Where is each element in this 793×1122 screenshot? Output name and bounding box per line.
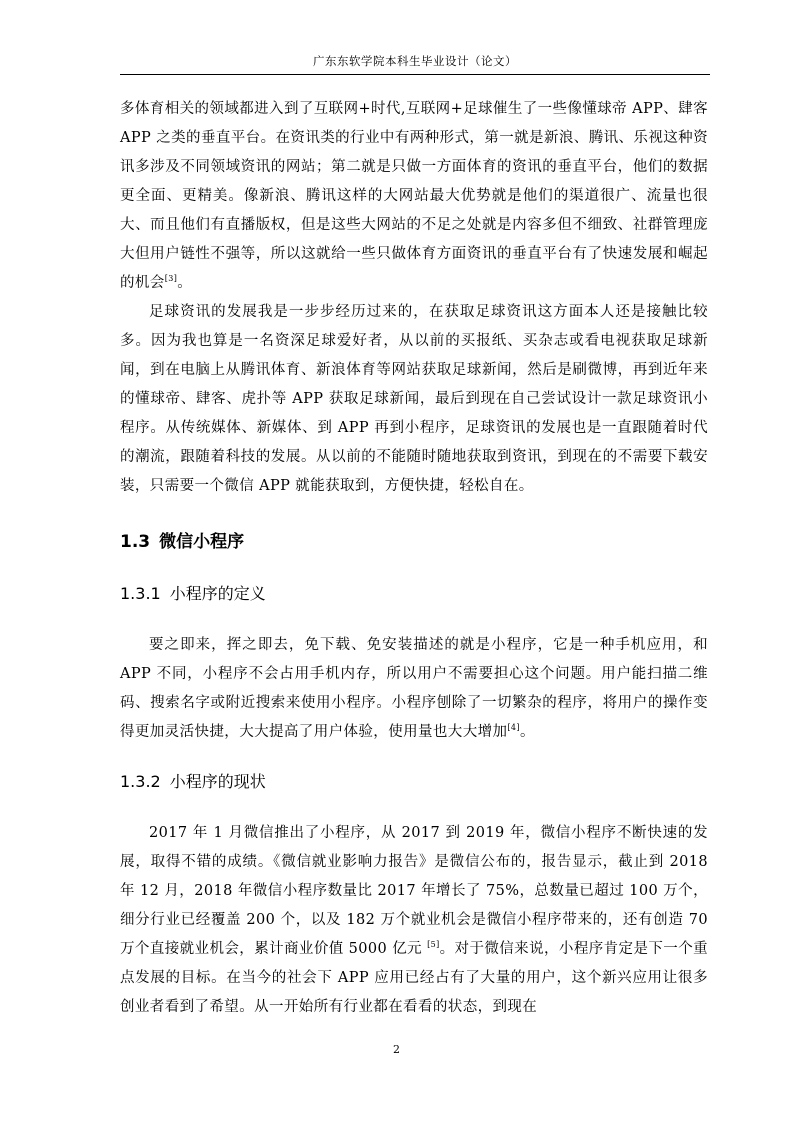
- page-body: [120, 95, 708, 1022]
- paragraph-text: 要之即来，挥之即去，免下载、免安装描述的就是小程序，它是一种手机应用，和 APP 不同，小程序不会占用手机内存，所以用户不需要担心这个问题。用户能扫描二维码、搜索名字或附近搜索来使用小程序。小程序刨除了一切繁杂的程序，将用户的操作变得更加灵活快捷，大大提高了用户体验，使用量也大大增加: [120, 637, 708, 740]
- subsection-title: 小程序的现状: [169, 772, 266, 791]
- page-number: 2: [393, 1043, 400, 1056]
- paragraph-text: 多体育相关的领域都进入到了互联网+时代,互联网+足球催生了一些像懂球帝 APP、肆客 APP 之类的垂直平台。在资讯类的行业中有两种形式，第一就是新浪、腾讯、乐视这种资讯多涉及不同领域资讯的网站；第二就是只做一方面体育的资讯的垂直平台，他们的数据更全面、更精美。像新浪、腾讯这样的大网站最大优势就是他们的渠道很广、流量也很大、而且他们有直播版权，但是这些大网站的不足之处就是内容多但不细致、社群管理庞大但用户链性不强等，所以这就给一些只做体育方面资讯的垂直平台有了快速发展和崛起的机会: [120, 101, 708, 291]
- subsection-heading-1-3-2: [120, 771, 708, 793]
- subsection-number: 1.3.1: [120, 584, 161, 603]
- paragraph-definition: [120, 631, 708, 747]
- subsection-heading-1-3-1: [120, 583, 708, 605]
- paragraph-continued: [120, 95, 708, 298]
- paragraph-end: 。: [177, 275, 193, 291]
- paragraph-football-news: 足球资讯的发展我是一步步经历过来的，在获取足球资讯这方面本人还是接触比较多。因为我也算是一名资深足球爱好者，从以前的买报纸、买杂志或看电视获取足球新闻，到在电脑上从腾讯体育、新浪体育等网站获取足球新闻，然后是刷微博，再到近年来的懂球帝、肆客、虎扑等 APP 获取足球新闻，最后到现在自己尝试设计一款足球资讯小程序。从传统媒体、新媒体、到 APP 再到小程序，足球资讯的发展也是一直跟随着时代的潮流，跟随着科技的发展。从以前的不能随时随地获取到资讯，到现在的不需要下载安装，只需要一个微信 APP 就能获取到，方便快捷，轻松自在。: [120, 304, 708, 494]
- subsection-number: 1.3.2: [120, 772, 161, 791]
- header-rule: [120, 74, 710, 75]
- citation-marker: [3]: [164, 274, 178, 284]
- paragraph-end: 。对于微信来说，小程序肯定是下一个重点发展的目标。在当今的社会下 APP 应用已经占有了大量的用户，这个新兴应用让很多创业者看到了希望。从一开始所有行业都在看看的状态，到现在: [120, 941, 709, 1015]
- subsection-title: 小程序的定义: [169, 584, 266, 603]
- running-header: 广东东软学院本科生毕业设计（论文）: [313, 54, 517, 68]
- paragraph-end: 。: [519, 724, 535, 740]
- citation-marker: [4]: [507, 723, 520, 733]
- section-number: 1.3: [120, 532, 151, 552]
- section-heading-1-3: [120, 531, 708, 553]
- citation-marker: [5]: [427, 940, 440, 950]
- section-title: 微信小程序: [159, 532, 245, 552]
- paragraph-status: [120, 819, 708, 1022]
- paragraph-text: 2017 年 1 月微信推出了小程序，从 2017 到 2019 年，微信小程序不断快速的发展，取得不错的成绩。《微信就业影响力报告》是微信公布的，报告显示，截止到 2018 年 12 月，2018 年微信小程序数量比 2017 年增长了 75%，总数量已超过 100 万个，细分行业已经覆盖 200 个，以及 182 万个就业机会是微信小程序带来的，还有创造 70 万个直接就业机会，累计商业价值 5000 亿元: [120, 825, 708, 957]
